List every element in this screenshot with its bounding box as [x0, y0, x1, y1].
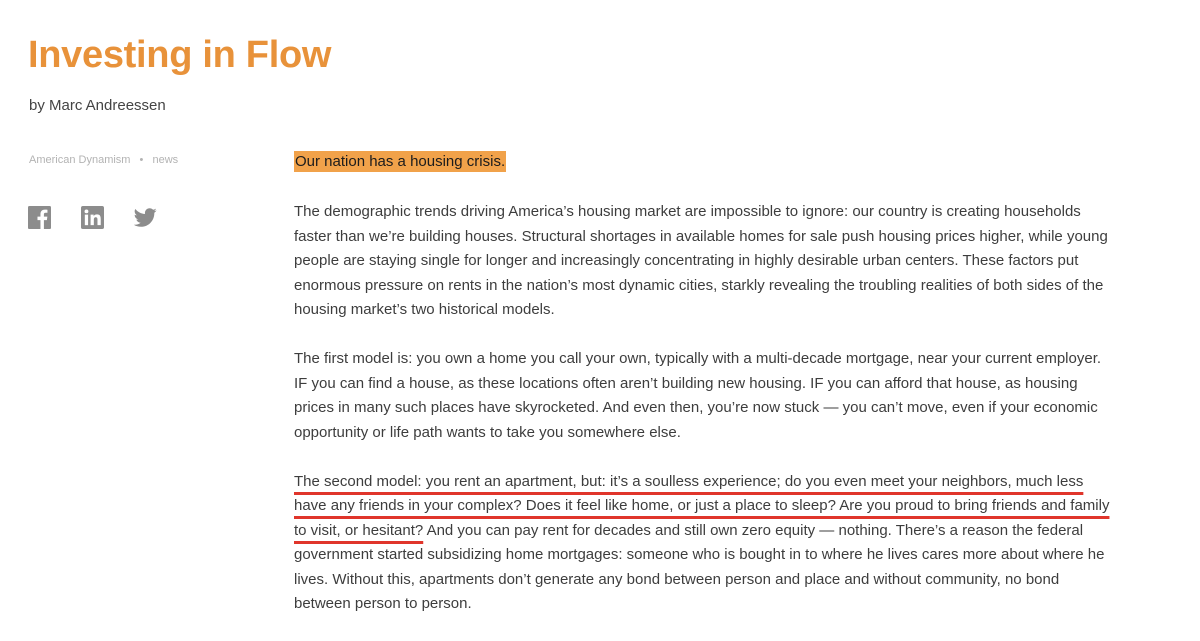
paragraph-1: The demographic trends driving America’s housing market are impossible to ignore: our country is creating households faster than we’re building houses. Structural shortages in available homes for sale push housing prices higher, while young people are staying single for longer and increasingly concentrating in highly desirable urban centers. These factors put enormous pressure on rents in the nation’s most dynamic cities, starkly revealing the troubling realities of both sides of the housing market’s two historical models.	[294, 203, 1108, 318]
article-lede	[294, 150, 1114, 174]
article-body	[294, 150, 1114, 641]
article-title: Investing in Flow	[28, 34, 332, 76]
paragraph-3	[294, 470, 1114, 617]
facebook-icon[interactable]	[28, 206, 51, 229]
article-byline: by Marc Andreessen	[29, 97, 166, 114]
tag-separator: •	[139, 154, 144, 166]
paragraph-3-rest: And you can pay rent for decades and still own zero equity — nothing. There’s a reason the federal government started subsidizing home mortgages: someone who is bought in to where he lives cares more about where he lives. Without this, apartments don’t generate any bond between person and place and without community, no bond between person to person.	[294, 521, 1105, 612]
linkedin-icon[interactable]	[81, 206, 104, 229]
tag-news[interactable]: news	[152, 154, 179, 166]
paragraph-2: The first model is: you own a home you call your own, typically with a multi-decade mortgage, near your current employer. IF you can find a house, as these locations often aren’t building new housing. IF you can afford that house, as housing prices in many such places have skyrocketed. And even then, you’re now stuck — you can’t move, even if your economic opportunity or life path wants to take you somewhere else.	[294, 350, 1102, 441]
article-tags	[29, 153, 178, 167]
underlined-passage: The second model: you rent an apartment, but: it’s a soulless experience; do you even meet your neighbors, much less have any friends in your complex? Does it feel like home, or just a place to sleep? Are you proud to bring friends and family to visit, or hesitant?	[294, 472, 1110, 539]
tag-american-dynamism[interactable]: American Dynamism	[29, 154, 131, 166]
highlighted-lede: Our nation has a housing crisis.	[295, 153, 506, 170]
twitter-icon[interactable]	[134, 206, 157, 229]
social-share-bar	[28, 206, 157, 229]
